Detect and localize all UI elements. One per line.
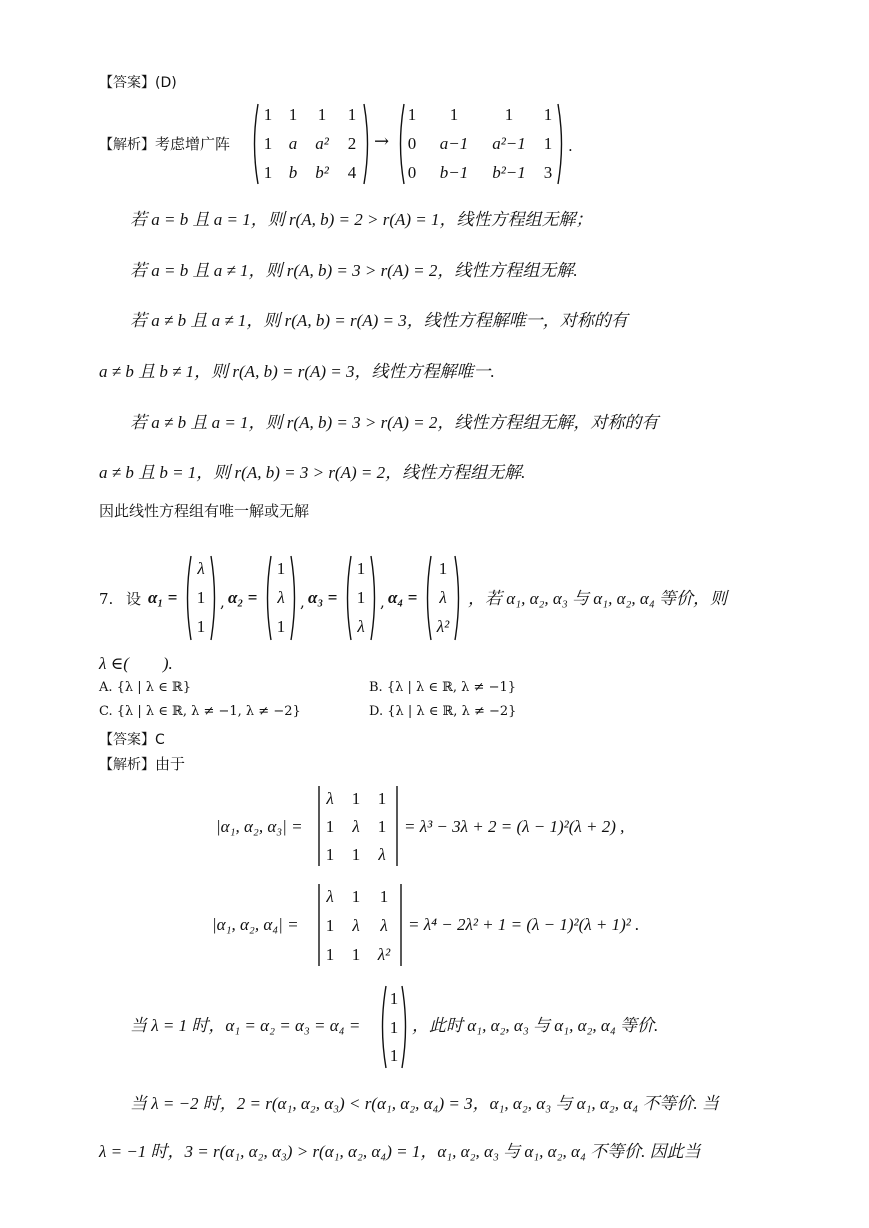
matrix-cell: 1 xyxy=(407,105,417,124)
when3-line: λ = −1 时，3 = r(α₁, α₂, α₃) > r(α₁, α₂, α₄) = 1，α₁, α₂, α₃ 与 α₁, α₂, α₄ 不等价. 因此当 xyxy=(99,1142,701,1161)
matrix-cell: 1 xyxy=(288,105,298,124)
det-cell: λ xyxy=(352,817,360,836)
matrix-cell: 1 xyxy=(504,105,514,124)
option-a: A. {λ | λ ∈ ℝ} xyxy=(99,680,192,695)
answer-tag: 【答案】 xyxy=(99,75,155,91)
analysis-tag: 【解析】 xyxy=(99,757,155,773)
vector-entry: 1 xyxy=(356,559,366,578)
q7-number: 7. xyxy=(99,590,114,608)
matrix-cell: 1 xyxy=(543,134,553,153)
det-cell: λ xyxy=(326,887,334,906)
case-line: 若 a ≠ b 且 a = 1，则 r(A, b) = 3 > r(A) = 2，线性方程组无解，对称的有 xyxy=(130,413,659,432)
vector-entry: 1 xyxy=(389,1018,399,1037)
det-cell: 1 xyxy=(377,789,387,808)
analysis-intro-text: 考虑增广阵 xyxy=(155,135,231,153)
matrix-cell: b²−1 xyxy=(492,163,526,182)
answer-value: (D) xyxy=(155,75,177,91)
matrix-cell: b xyxy=(288,163,298,182)
transform-arrow: → xyxy=(374,131,390,152)
vector-entry: 1 xyxy=(356,588,366,607)
det2-rhs: = λ⁴ − 2λ² + 1 = (λ − 1)²(λ + 1)² . xyxy=(408,915,640,934)
determinant-2 xyxy=(316,882,404,968)
vector-entry: λ xyxy=(439,588,447,607)
matrix-cell: 1 xyxy=(263,105,273,124)
q6-analysis-intro xyxy=(99,134,230,155)
vector-entry: 1 xyxy=(389,989,399,1008)
matrix-cell: b−1 xyxy=(439,163,469,182)
alpha2-label: α₂ = xyxy=(228,588,258,607)
det-cell: 1 xyxy=(325,845,335,864)
det-cell: 1 xyxy=(351,887,361,906)
analysis-tag: 【解析】 xyxy=(99,137,155,153)
det-cell: 1 xyxy=(379,887,389,906)
case-line: 若 a = b 且 a = 1，则 r(A, b) = 2 > r(A) = 1，线性方程组无解； xyxy=(130,210,593,229)
vector-entry: 1 xyxy=(438,559,448,578)
det-cell: 1 xyxy=(351,845,361,864)
matrix-cell: a xyxy=(288,134,298,153)
end-period: . xyxy=(568,137,573,155)
matrix-cell: 1 xyxy=(347,105,357,124)
answer-value: C xyxy=(155,732,165,748)
conclusion-line: 因此线性方程组有唯一解或无解 xyxy=(99,502,310,520)
vector-entry: 1 xyxy=(196,617,206,636)
vector-entry: 1 xyxy=(196,588,206,607)
alpha3-label: α₃ = xyxy=(308,588,338,607)
det-cell: 1 xyxy=(351,789,361,808)
det-cell: λ xyxy=(378,845,386,864)
alpha2-vector xyxy=(263,554,299,642)
when1-pre: 当 λ = 1 时，α₁ = α₂ = α₃ = α₄ = xyxy=(130,1016,361,1035)
matrix-cell: 2 xyxy=(347,134,357,153)
vector-entry: λ² xyxy=(436,617,450,636)
matrix-cell: 0 xyxy=(407,134,417,153)
vector-entry: λ xyxy=(357,617,365,636)
alpha1-vector xyxy=(183,554,219,642)
alpha4-vector xyxy=(423,554,463,642)
det-cell: 1 xyxy=(351,945,361,964)
comma: , xyxy=(220,593,225,611)
q7-set-word: 设 xyxy=(126,590,142,608)
vector-entry: λ xyxy=(197,559,205,578)
vector-entry: 1 xyxy=(276,617,286,636)
matrix-cell: 1 xyxy=(317,105,327,124)
analysis-intro-text: 由于 xyxy=(155,755,186,773)
det2-lhs: |α₁, α₂, α₄| = xyxy=(212,915,299,934)
matrix-cell: 1 xyxy=(263,134,273,153)
option-b: B. {λ | λ ∈ ℝ, λ ≠ −1} xyxy=(369,680,516,695)
matrix-cell: 4 xyxy=(347,163,357,182)
q7-question: λ ∈( ). xyxy=(99,654,173,673)
det-cell: 1 xyxy=(377,817,387,836)
det-cell: 1 xyxy=(325,817,335,836)
when1-vector xyxy=(378,984,410,1070)
alpha1-label: α₁ = xyxy=(148,588,178,607)
option-c: C. {λ | λ ∈ ℝ, λ ≠ −1, λ ≠ −2} xyxy=(99,704,301,719)
when2-line: 当 λ = −2 时，2 = r(α₁, α₂, α₃) < r(α₁, α₂, α₄) = 3，α₁, α₂, α₃ 与 α₁, α₂, α₄ 不等价. 当 xyxy=(130,1094,719,1113)
q7-answer-line xyxy=(99,729,165,750)
matrix-cell: 0 xyxy=(407,163,417,182)
matrix-cell: b² xyxy=(315,163,329,182)
determinant-1 xyxy=(316,784,400,868)
matrix-cell: 1 xyxy=(263,163,273,182)
det-cell: 1 xyxy=(325,916,335,935)
det-cell: λ xyxy=(326,789,334,808)
q7-condition: ，若 α₁, α₂, α₃ 与 α₁, α₂, α₄ 等价，则 xyxy=(468,589,728,608)
vector-entry: 1 xyxy=(276,559,286,578)
det-cell: λ xyxy=(352,916,360,935)
det1-lhs: |α₁, α₂, α₃| = xyxy=(216,817,303,836)
matrix-cell: 3 xyxy=(543,163,553,182)
comma: , xyxy=(380,593,385,611)
vector-entry: λ xyxy=(277,588,285,607)
det-cell: λ xyxy=(380,916,388,935)
answer-tag: 【答案】 xyxy=(99,732,155,748)
case-line: 若 a ≠ b 且 a ≠ 1，则 r(A, b) = r(A) = 3，线性方程解唯一，对称的有 xyxy=(130,311,628,330)
q7-analysis-intro xyxy=(99,754,185,775)
matrix-cell: a−1 xyxy=(439,134,469,153)
case-line: a ≠ b 且 b = 1，则 r(A, b) = 3 > r(A) = 2，线性方程组无解. xyxy=(99,463,526,482)
q6-answer-line xyxy=(99,72,177,93)
matrix-cell: a²−1 xyxy=(492,134,526,153)
vector-entry: 1 xyxy=(389,1046,399,1065)
case-line: a ≠ b 且 b ≠ 1，则 r(A, b) = r(A) = 3，线性方程解唯一. xyxy=(99,362,495,381)
alpha4-label: α₄ = xyxy=(388,588,418,607)
augmented-matrix-left xyxy=(250,102,372,186)
matrix-cell: 1 xyxy=(543,105,553,124)
matrix-cell: 1 xyxy=(449,105,459,124)
det-cell: λ² xyxy=(377,945,391,964)
option-d: D. {λ | λ ∈ ℝ, λ ≠ −2} xyxy=(369,704,517,719)
matrix-cell: a² xyxy=(315,134,329,153)
comma: , xyxy=(300,593,305,611)
when1-post: ，此时 α₁, α₂, α₃ 与 α₁, α₂, α₄ 等价. xyxy=(412,1016,659,1035)
case-line: 若 a = b 且 a ≠ 1，则 r(A, b) = 3 > r(A) = 2，线性方程组无解. xyxy=(130,261,578,280)
det1-rhs: = λ³ − 3λ + 2 = (λ − 1)²(λ + 2) , xyxy=(404,817,625,836)
augmented-matrix-right xyxy=(396,102,566,186)
det-cell: 1 xyxy=(325,945,335,964)
alpha3-vector xyxy=(343,554,379,642)
